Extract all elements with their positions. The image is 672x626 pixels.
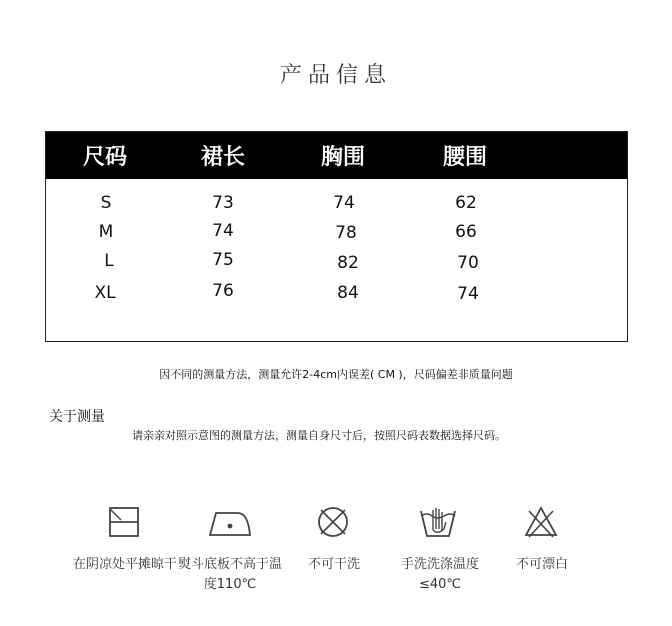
- table-cell: 62: [455, 193, 477, 213]
- about-measurement-desc: 请亲亲对照示意图的测量方法，测量自身尺寸后，按照尺码表数据选择尺码。: [132, 429, 506, 442]
- about-measurement-title: 关于测量: [49, 409, 105, 425]
- table-cell: S: [100, 193, 112, 213]
- measurement-note: 因不同的测量方法，测量允许2-4cm内误差( CM )，尺码偏差非质量问题: [159, 368, 513, 381]
- table-cell: 75: [212, 250, 234, 270]
- table-cell: 84: [337, 283, 359, 303]
- header-size: 尺码: [83, 145, 128, 170]
- care-label-iron: 熨斗底板不高于温度110℃: [177, 557, 282, 592]
- iron-low-temp-icon: [208, 505, 252, 539]
- care-label-no-bleach: 不可漂白: [515, 557, 568, 572]
- size-table: [45, 131, 628, 342]
- header-bust: 胸围: [321, 145, 366, 170]
- table-cell: 74: [212, 221, 234, 241]
- care-label-hand-wash: 手洗洗涤温度≤40℃: [400, 557, 479, 592]
- header-length: 裙长: [201, 145, 246, 170]
- no-dry-clean-icon: [316, 505, 350, 539]
- table-header: [46, 132, 627, 179]
- table-cell: 82: [337, 253, 359, 273]
- table-cell: 70: [457, 253, 479, 273]
- table-cell: L: [104, 251, 114, 271]
- table-cell: 74: [457, 284, 479, 304]
- table-cell: M: [98, 222, 114, 242]
- care-label-no-dry-clean: 不可干洗: [307, 557, 360, 572]
- table-cell: 66: [455, 222, 477, 242]
- table-cell: 78: [335, 223, 357, 243]
- flat-dry-shade-icon: [107, 505, 141, 539]
- page-title: 产品信息: [279, 63, 392, 88]
- header-waist: 腰围: [443, 145, 488, 170]
- care-label-flat-dry: 在阴凉处平摊晾干: [72, 557, 177, 572]
- table-cell: 76: [212, 281, 234, 301]
- no-bleach-icon: [524, 505, 558, 539]
- table-cell: 74: [333, 193, 355, 213]
- hand-wash-icon: [418, 505, 458, 539]
- table-cell: 73: [212, 193, 234, 213]
- table-cell: XL: [94, 283, 116, 303]
